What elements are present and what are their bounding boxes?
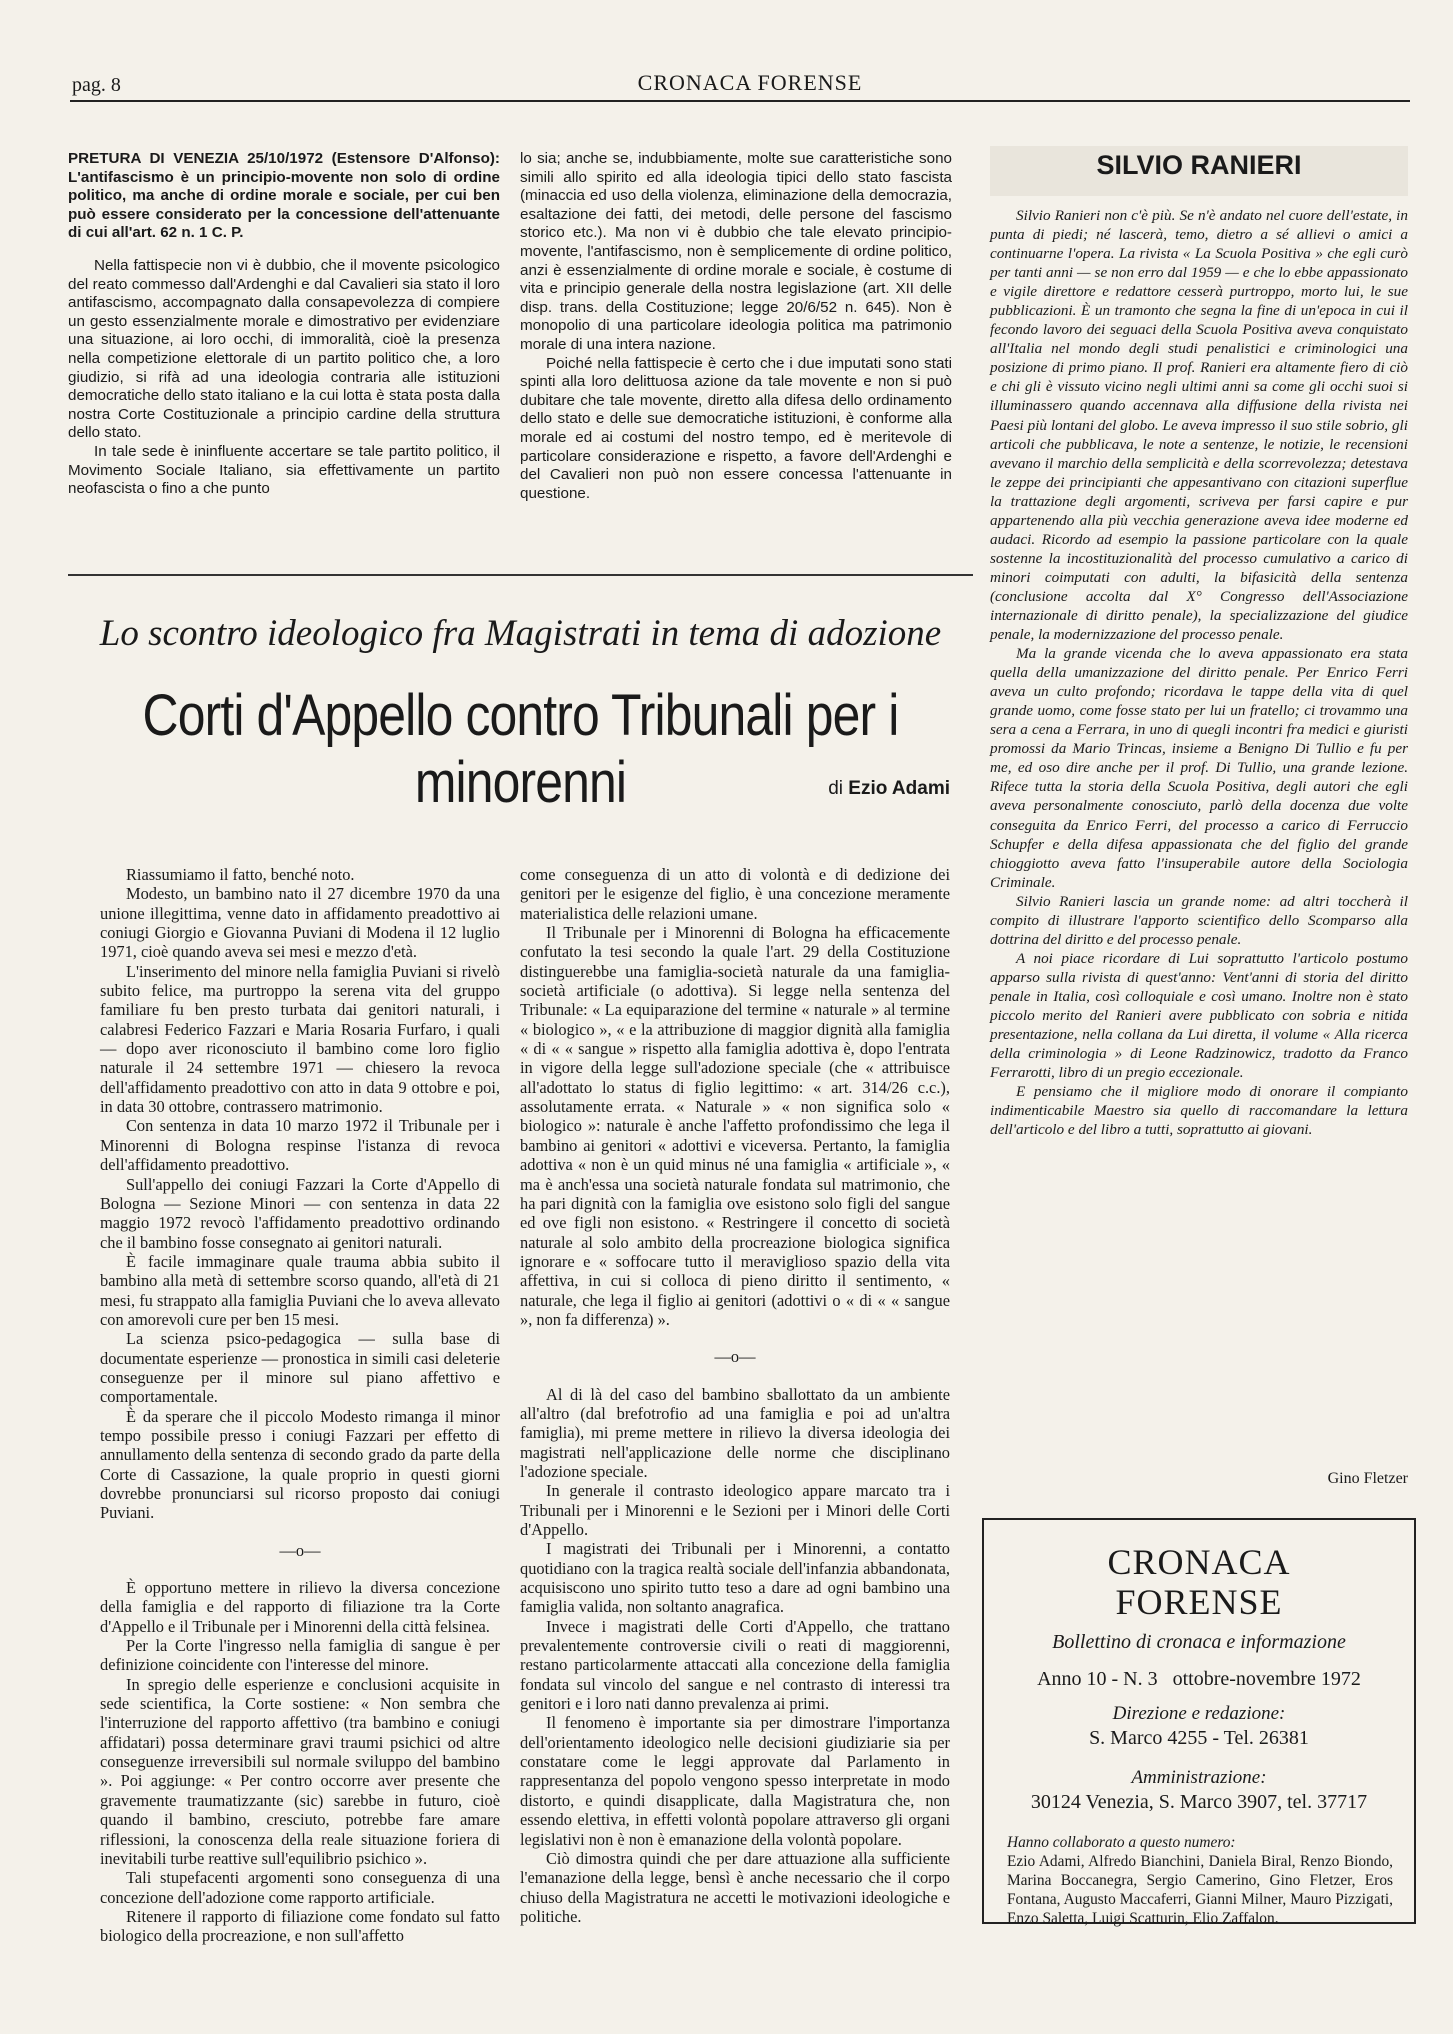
article-paragraph: Tali stupefacenti argomenti sono conseguenza di una concezione dell'adozione come rapporto artificiale.	[100, 1868, 500, 1907]
byline-author: Ezio Adami	[848, 778, 950, 799]
byline-prefix: di	[828, 778, 844, 799]
article-paragraph: Invece i magistrati delle Corti d'Appello, che trattano prevalentemente controversie civili o reati di maggiorenni, restano particolarmente attaccati alla concezione della famiglia fondata sul vincolo del sangue e nel contrasto di interessi tra genitori e i loro nati danno prevalenza ai primi.	[520, 1616, 950, 1714]
page-number: pag. 8	[72, 74, 121, 96]
article-paragraph: È da sperare che il piccolo Modesto rimanga il minor tempo possibile presso i coniugi Fazzari per effetto di annullamento della sentenza di secondo grado da parte della Corte di Cassazione, la quale proprio in questi giorni dovrebbe pronunciarsi sul ricorso proposto dai coniugi Puviani.	[100, 1406, 500, 1523]
section-separator: —o—	[714, 1347, 756, 1367]
article-paragraph: La scienza psico-pedagogica — sulla base di documentate esperienze — pronostica in simili casi deleterie conseguenze per il minore sul piano affettivo e comportamentale.	[100, 1329, 500, 1407]
legal-paragraph: lo sia; anche se, indubbiamente, molte sue caratteristiche sono simili allo spirito ed alla ideologia tipici dello stato fascista (minaccia ed uso della violenza, eliminazione della democrazia, esaltazione dei fatti, dei metodi, delle persone del fascismo storico etc.). Ma non vi è dubbio che tale elevato principio-movente, l'antifascismo, non è semplicemente di ordine politico, anzi è essenzialmente di ordine morale e sociale, è costume di vita e principio generale della nostra legislazione (art. XII delle disp. trans. della Costituzione; legge 20/6/52 n. 645). Non è monopolio di una particolare ideologia politica ma patrimonio morale di una intera nazione.	[520, 150, 952, 353]
obituary-paragraph: Ma la grande vicenda che lo aveva appassionato era stata quella della umanizzazione del diritto penale. Per Enrico Ferri aveva un culto profondo; ricordava le tappe della vita di quel grande uomo, come fosse stato per lui un fratello; ci trovammo una sera a cena a Ferrara, in uno di quegli incontri fra medici e giuristi promossi da Mario Trincas, insieme a Benigno Di Tullio e fu per me, ed oso dire anche per il prof. Di Tullio, una grande lezione. Rifece tutta la storia della Scuola Positiva, degli autori che egli aveva personalmente conosciuto, parlò della docenza due volte conseguita da Enrico Ferri, del processo a carico di Ferruccio Schupfer e della difesa appassionata che del figlio del grande chioggiotto aveva fatto l'insuperabile autore della Sociologia Criminale.	[990, 645, 1408, 891]
obituary-paragraph: E pensiamo che il migliore modo di onorare il compianto indimenticabile Maestro sia quello di raccomandare la lettura dell'articolo e del libro a tutti, soprattutto ai giovani.	[990, 1083, 1408, 1139]
masthead-title	[982, 1542, 1416, 1622]
article-paragraph: Per la Corte l'ingresso nella famiglia di sangue è per definizione coincidente con l'interesse del minore.	[100, 1636, 500, 1675]
masthead-subtitle: Bollettino di cronaca e informazione	[1052, 1631, 1346, 1653]
masthead-direction: S. Marco 4255 - Tel. 26381	[1089, 1727, 1309, 1749]
article-column-right	[520, 865, 950, 1926]
article-paragraph: Al di là del caso del bambino sballottato da un ambiente all'altro (dal brefotrofio ad una famiglia e poi ad un'altra famiglia), mi preme mettere in rilievo la diversa ideologia dei magistrati nell'applicazione delle norme che disciplinano l'adozione speciale.	[520, 1384, 950, 1481]
masthead-title-line: FORENSE	[1115, 1582, 1283, 1622]
article-paragraph: L'inserimento del minore nella famiglia Puviani si rivelò subito felice, ma purtroppo la serena vita del gruppo familiare fu ben presto turbata dai genitori naturali, i calabresi Federico Fazzari e Maria Rosaria Furfaro, i quali — dopo aver riconosciuto il bambino come loro figlio naturale il 24 settembre 1971 — chiesero la revoca dell'affidamento preadottivo con atto in data 9 ottobre e poi, in data 30 ottobre, contrassero matrimonio.	[100, 961, 500, 1117]
obituary-signature: Gino Fletzer	[1327, 1470, 1408, 1487]
article-paragraph: Il fenomeno è importante sia per dimostrare l'importanza dell'orientamento ideologico nelle decisioni giudiziarie sia per constatare come le leggi approvate dal Parlamento in rappresentanza del popolo vengono spesso interpretate in modo distorto, e quindi disapplicate, dalla Magistratura che, non essendo elettiva, in effetti volontà popolare attraverso gli organi legislativi non è non è emanazione della volontà popolare.	[520, 1713, 950, 1849]
masthead-admin-label: Amministrazione:	[1131, 1767, 1267, 1788]
legal-paragraph: Nella fattispecie non vi è dubbio, che il movente psicologico del reato commesso dall'Ardenghi e dal Cavalieri sia stato il loro antifascismo, accompagnato dalla consapevolezza di compiere un gesto essenzialmente morale e dimostrativo per evidenziare una situazione, ai loro occhi, di immoralità, cioè la presenza nella competizione elettorale di un partito politico che, a loro giudizio, si rifà ad una ideologia contraria alle istituzioni democratiche dello stato italiano e la cui lotta è stata posta dalla nostra Corte Costituzionale a principio cardine della struttura dello stato.	[68, 256, 500, 442]
legal-column-left	[68, 150, 500, 499]
article-paragraph: In generale il contrasto ideologico appare marcato tra i Tribunali per i Minorenni e le Sezioni per i Minori delle Corti d'Appello.	[520, 1481, 950, 1539]
obituary-paragraph: A noi piace ricordare di Lui soprattutto l'articolo postumo apparso sulla rivista di quest'anno: Vent'anni di storia del diritto penale in Italia, così colloquiale e così umano. Inoltre non è stato piccolo merito del Ranieri avere pubblicato con sobria e nitida presentazione, nella collana da Lui diretta, il volume « Alla ricerca della criminologia » di Leone Radzinowicz, tradotto da Franco Ferrarotti, libro di un pregio eccezionale.	[990, 949, 1408, 1082]
collaborators-list: Ezio Adami, Alfredo Bianchini, Daniela Biral, Renzo Biondo, Marina Boccanegra, Sergio Camerino, Gino Fletzer, Eros Fontana, Augusto Maccaferri, Gianni Milner, Mauro Pizzigati, Enzo Saletta, Luigi Scatturin, Elio Zaffalon.	[1007, 1853, 1393, 1927]
obituary-paragraph: Silvio Ranieri lascia un grande nome: ad altri toccherà il compito di illustrare l'apporto scientifico dello Scomparso alla dottrina del diritto e del processo penale.	[990, 892, 1408, 948]
article-paragraph: Ciò dimostra quindi che per dare attuazione alla sufficiente l'emanazione della legge, bensì è anche necessario che il corpo chiuso della Magistratura ne accetti le motivazioni ideologiche e politiche.	[520, 1848, 950, 1926]
masthead-admin: 30124 Venezia, S. Marco 3907, tel. 37717	[1030, 1791, 1368, 1813]
masthead-issue: Anno 10 - N. 3 ottobre-novembre 1972	[1037, 1668, 1361, 1690]
article-paragraph: Con sentenza in data 10 marzo 1972 il Tribunale per i Minorenni di Bologna respinse l'istanza di revoca dell'affidamento preadottivo.	[100, 1116, 500, 1175]
masthead-collaborators	[1007, 1833, 1393, 1928]
article-column-left	[100, 865, 500, 1946]
collaborators-label: Hanno collaborato a questo numero:	[1007, 1834, 1236, 1851]
article-paragraph: È opportuno mettere in rilievo la diversa concezione della famiglia e del rapporto di filiazione tra la Corte d'Appello e il Tribunale per i Minorenni della città felsinea.	[100, 1578, 500, 1636]
article-kicker: Lo scontro ideologico fra Magistrati in tema di adozione	[99, 613, 942, 654]
article-paragraph: Riassumiamo il fatto, benché noto.	[126, 865, 355, 884]
running-header-title: CRONACA FORENSE	[637, 70, 863, 95]
article-paragraph: Il Tribunale per i Minorenni di Bologna ha efficacemente confutato la tesi secondo la quale l'art. 29 della Costituzione distinguerebbe una famiglia-società naturale da una famiglia-società artificiale (o adottiva). Si legge nella sentenza del Tribunale: « La equiparazione del termine « naturale » al termine « biologico », « e la attribuzione di maggior dignità alla famiglia « di « « sangue » rispetto alla famiglia adottiva è, dopo l'entrata in vigore della legge sull'adozione speciale (che « attribuisce all'adottato lo status di figlio legittimo: « art. 314/26 c.c.), assolutamente errata. « Naturale » « non significa solo « biologico »: naturale è anche l'affetto profondissimo che lega il bambino ai genitori « adottivi e viceversa. Pertanto, la famiglia adottiva « non è un quid minus né una famiglia « artificiale », « ma è anch'essa una società naturale fondata sul matrimonio, che ha pari dignità con la famiglia ove esistono solo figli del sangue ed ove figli non esistono. « Restringere il concetto di società naturale al solo ambito della procreazione biologica significa ignorare e « soffocare tutto il meraviglioso spazio della vita affettiva, in cui si colloca di pieno diritto il sentimento, « naturale, che lega il figlio ai genitori (adottivi o « di « « sangue », non fa differenza) ».	[520, 923, 950, 1329]
legal-heading: PRETURA DI VENEZIA 25/10/1972 (Estensore D'Alfonso): L'antifascismo è un principio-movente non solo di ordine politico, ma anche di ordine morale e sociale, per cui ben può essere considerato per la concessione dell'attenuante di cui all'art. 62 n. 1 C. P.	[68, 150, 500, 242]
obituary-paragraph: Silvio Ranieri non c'è più. Se n'è andato nel cuore dell'estate, in punta di piedi; né lascerà, temo, dietro a sé allievi o amici a continuarne l'opera. La rivista « La Scuola Positiva » che egli curò per tanti anni — se non erro dal 1959 — e che lo ebbe appassionato e vigile direttore e redattore cesserà purtroppo, morto lui, le sue pubblicazioni. È un tramonto che segna la fine di un'epoca in cui il fecondo lavoro dei seguaci della Scuola Positiva aveva conquistato all'Italia nel mondo degli studi penalistici e criminologici una posizione di primo piano. Il prof. Ranieri era altamente fiero di ciò e chi gli è vissuto vicino negli ultimi anni sa come gli occhi suoi si illuminassero quando accennava alla diffusione della rivista nei Paesi più lontani del globo. Le aveva impresso il suo stile sobrio, gli articoli che pubblicava, le note a sentenze, le notizie, le recensioni avevano il marchio della semplicità e della scorrevolezza; detestava le zeppe dei principianti che appesantivano con citazioni superflue la trattazione degli argomenti, scriveva per farsi capire e pur appartenendo alla più vecchia generazione aveva idee moderne ed audaci. Ricordo ad esempio la passione particolare con la quale sostenne la incostituzionalità del processo cumulativo a carico di minori coimputati con adulti, la bifasicità della sentenza (conclusione accolta dal X° Congresso dell'Associazione internazionale di diritto penale), la specializzazione del giudice penale, la modernizzazione del processo penale.	[990, 207, 1408, 644]
obituary-title: SILVIO RANIERI	[1096, 150, 1302, 180]
article-paragraph: I magistrati dei Tribunali per i Minorenni, a contatto quotidiano con la tragica realtà sociale dell'infanzia abbandonata, acquisiscono uno spirito tutto teso a dare ad ogni bambino una famiglia valida, non soltanto anagrafica.	[520, 1539, 950, 1617]
section-separator: —o—	[279, 1540, 321, 1560]
masthead-title-line: CRONACA	[1107, 1542, 1291, 1582]
legal-paragraph: Poiché nella fattispecie è certo che i due imputati sono stati spinti alla loro delittuosa azione da tale movente e non si può dubitare che tale movente, diretto alla difesa dello ordinamento dello stato e delle sue democratiche istituzioni, è conforme alla morale ed ai costumi del nostro tempo, ed è meritevole di particolare considerazione e rispetto, a favore dell'Ardenghi e del Cavalieri non può non essere concessa l'attenuante in questione.	[520, 354, 952, 502]
legal-paragraph: In tale sede è ininfluente accertare se tale partito politico, il Movimento Sociale Italiano, sia effettivamente un partito neofascista o fino a che punto	[68, 442, 500, 498]
masthead-direction-label: Direzione e redazione:	[1112, 1703, 1286, 1724]
article-byline	[700, 778, 950, 800]
article-headline: Corti d'Appello contro Tribunali per i minorenni	[142, 683, 899, 815]
article-paragraph: Ritenere il rapporto di filiazione come fondato sul fatto biologico della procreazione, e non sull'affetto	[100, 1906, 500, 1946]
article-paragraph: In spregio delle esperienze e conclusioni acquisite in sede scientifica, la Corte sostiene: « Non sembra che l'interruzione del rapporto affettivo (tra bambino e coniugi affidatari) possa determinare gravi traumi psichici od altre conseguenze irreversibili sul normale sviluppo del bambino ». Poi aggiunge: « Per contro occorre aver presente che gravemente traumatizzante (sic) sarebbe in futuro, cioè quando il bambino, cresciuto, potrebbe fare amare riflessioni, la conoscenza della reale situazione foriera di inevitabili turbe reattive sull'equilibrio psichico ».	[100, 1674, 500, 1868]
legal-column-right	[520, 150, 952, 503]
article-paragraph: come conseguenza di un atto di volontà e di dedizione dei genitori per le esigenze del figlio, è una concezione meramente materialistica delle relazioni umane.	[520, 865, 950, 923]
article-paragraph: Modesto, un bambino nato il 27 dicembre 1970 da una unione illegittima, venne dato in affidamento preadottivo ai coniugi Giorgio e Giovanna Puviani di Modena il 12 luglio 1971, cioè quando aveva sei mesi e mezzo d'età.	[100, 884, 500, 962]
obituary-body	[990, 206, 1408, 1139]
header-rule	[70, 100, 1410, 102]
section-rule	[68, 574, 973, 576]
article-paragraph: Sull'appello dei coniugi Fazzari la Corte d'Appello di Bologna — Sezione Minori — con sentenza in data 22 maggio 1972 revocò l'affidamento preadottivo ordinando che il bambino fosse consegnato ai genitori naturali.	[100, 1174, 500, 1252]
article-paragraph: È facile immaginare quale trauma abbia subito il bambino alla metà di settembre scorso quando, all'età di 21 mesi, fu strappato alla famiglia Puviani che lo aveva allevato con amorevoli cure per ben 15 mesi.	[100, 1251, 500, 1329]
